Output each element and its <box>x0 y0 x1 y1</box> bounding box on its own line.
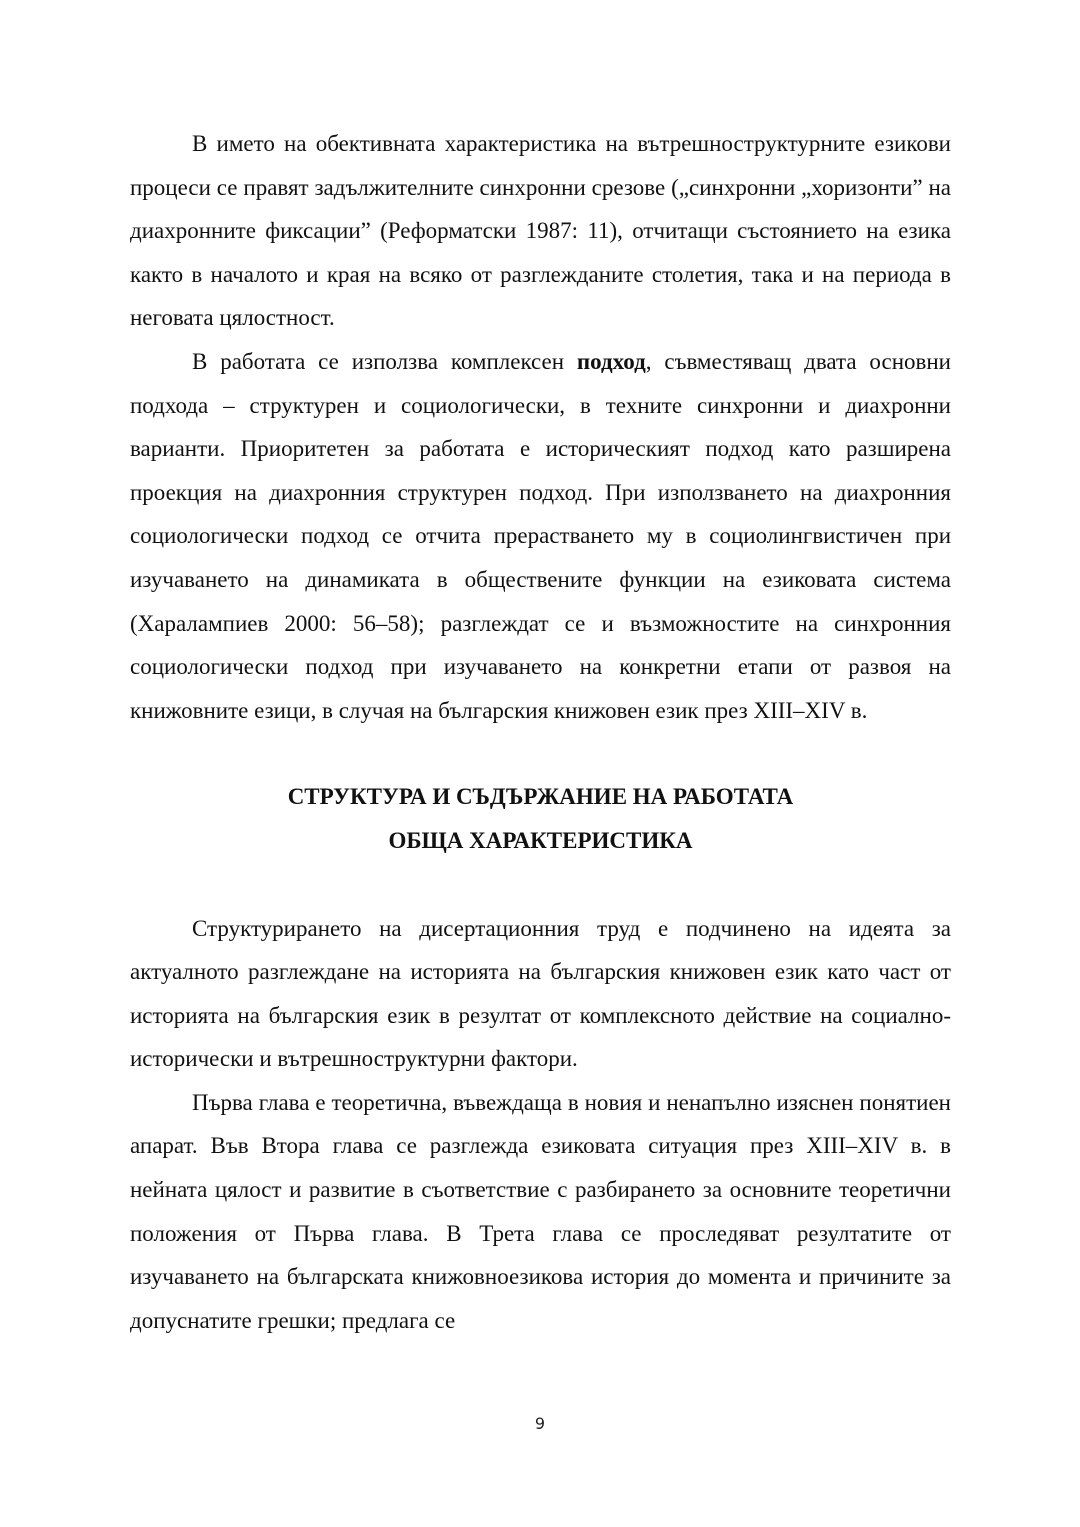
paragraph-structure-intro: Структурирането на дисертационния труд е подчинено на идеята за актуалното разглеждане на историята на българския книжовен език като част от историята на българския език в резултат от комплексното действие на социално-исторически и вътрешноструктурни фактори. <box>130 915 951 1072</box>
document-page <box>130 122 951 1342</box>
approach-text-start: В работата се използва комплексен <box>192 348 577 374</box>
page-number: 9 <box>534 1414 546 1433</box>
approach-keyword: подход <box>576 348 646 374</box>
paragraph-synchronic-slices: В името на обективната характеристика на вътрешноструктурните езикови процеси се правят задължителните синхронни срезове („синхронни „хоризонти” на диахронните фиксации” (Реформатски 1987: 11), отчитащи състоянието на езика както в началото и края на всяко от разглежданите столетия, така и на периода в неговата цялостност. <box>130 131 951 331</box>
approach-text-end: , съвместяващ двата основни подхода – структурен и социологически, в техните синхронни и диахронни варианти. Приоритетен за работата е историческият подход като разширена проекция на диахронния структурен подход. При използването на диахронния социологически подход се отчита прерастването му в социолингвистичен при изучаването на динамиката в обществените функции на езиковата система (Харалампиев 2000: 56–58); разглеждат се и възможностите на синхронния социологически подход при изучаването на конкретни етапи от развоя на книжовните езици, в случая на българския книжовен език през XIII–XIV в. <box>130 348 951 723</box>
paragraph-approach <box>130 340 951 732</box>
paragraph-chapters-overview: Първа глава е теоретична, въвеждаща в новия и ненапълно изяснен понятиен апарат. Във Втора глава се разглежда езиковата ситуация през XIII–XIV в. в нейната цялост и развитие в съответствие с разбирането за основните теоретични положения от Първа глава. В Трета глава се проследяват резултатите от изучаването на българската книжовноезикова история до момента и причините за допуснатите грешки; предлага се <box>130 1089 951 1333</box>
section-heading-line-1: СТРУКТУРА И СЪДЪРЖАНИЕ НА РАБОТАТА <box>287 784 794 810</box>
section-heading-line-2: ОБЩА ХАРАКТЕРИСТИКА <box>388 827 693 853</box>
section-heading <box>130 775 951 862</box>
